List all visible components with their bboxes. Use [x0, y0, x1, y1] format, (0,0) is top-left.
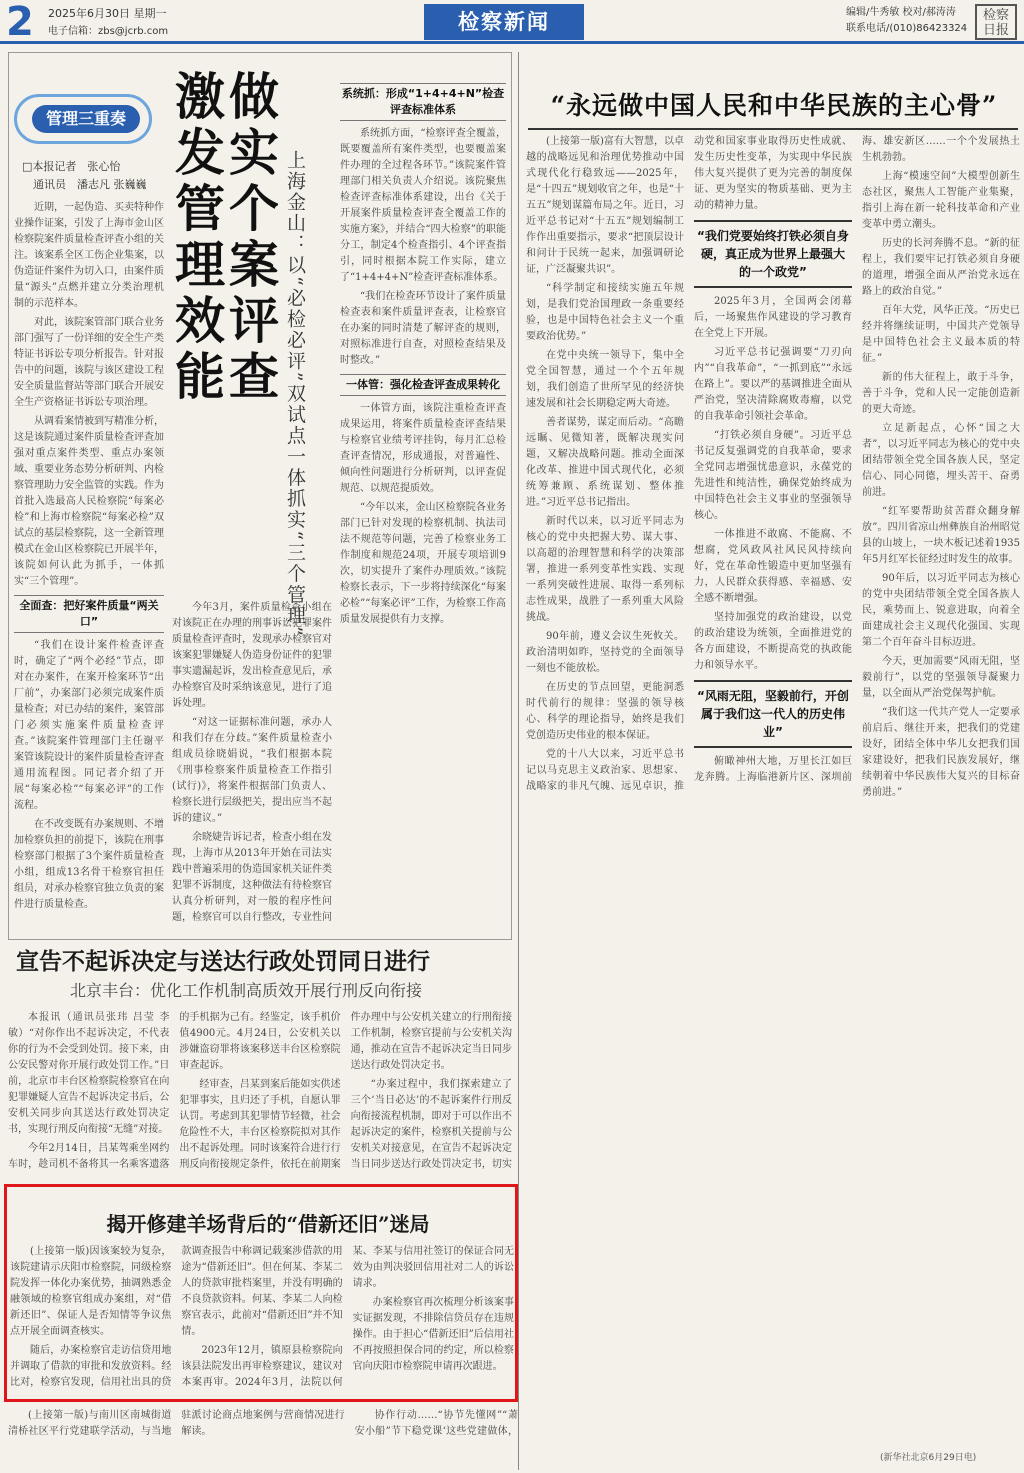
- right-paragraph: 今天，更加需要“风雨无阻，坚毅前行”，以党的坚强领导凝聚力量，以全面从严治党保驾护航。: [862, 656, 1020, 699]
- lead-paragraph: “我们在设计案件检查评查时，确定了“两个必经”节点，即对在办案件，在案开检案环节“出厂前”，办案部门必须完成案件质量检查；对已办结的案件，案管部门必须实施案件质量检查评查。”该院案件管理部门主任谢平案管该院设计的案件质量检查评查通用流程图。同记者介绍了开展“每案必检”“每案必评”的工作流程。: [14, 640, 164, 811]
- lead-paragraph: “对这一证据标准问题，承办人和我们存在分歧。”案件质量检查小组成员徐晓娟说，“我们根据本院《刑事检察案件质量检查工作指引(试行)》，将案件根据部门负责人、检察长进行层级把关，提出应当不起诉的建议。”: [172, 717, 332, 824]
- right-paragraph: 新时代以来，以习近平同志为核心的党中央把握大势、谋大事、以高超的治理智慧和科学的决策部署，推进一系列变革性实践、实现一系列突破性进展、取得一系列标志性成果，战胜了一系列重大风险挑战。: [526, 516, 684, 623]
- issue-email: 电子信箱：zbs@jcrb.com: [48, 26, 169, 37]
- pull-quote: “风雨无阻，坚毅前行，开创属于我们这一代人的历史伟业”: [694, 680, 852, 748]
- right-paragraph: 一体推进不敢腐、不能腐、不想腐，党风政风社风民风持续向好，党在革命性锻造中更加坚强有力，人民群众获得感、幸福感、安全感不断增强。: [694, 529, 852, 604]
- lead-subhead: 全面查：把好案件质量“两关口”: [14, 595, 164, 633]
- middle-paragraph: 本报讯（通讯员张玮 吕莹 李敏）“对你作出不起诉决定，不代表你的行为不会受到处罚。接下来，由公安民警对你开展行政处罚工作。”日前，北京市丰台区检察院检察官在向犯罪嫌疑人宣告不起诉决定书后，公安机关同步向其送达行政处罚决定书，实现行刑反向衔接“无缝”对接。: [8, 1012, 170, 1135]
- middle-subtitle: 北京丰台：优化工作机制高质效开展行刑反向衔接: [70, 981, 423, 1000]
- wire-credit: (新华社北京6月29日电): [880, 1453, 977, 1463]
- right-headline: “永远做中国人民和中华民族的主心骨”: [550, 91, 998, 120]
- correspondent-names: 潘志凡 张巍巍: [77, 178, 147, 191]
- right-paragraph: 坚持加强党的政治建设，以党的政治建设为统领，全面推进党的各方面建设，不断提高党的执政能力和领导水平。: [694, 612, 852, 671]
- right-paragraph: [526, 134, 684, 278]
- editor-info: [846, 5, 967, 37]
- lower-text: 与南川区南城街道清桥社区平行党建联学活动，与当地驻派讨论商点地案例与营商情况进行解读。: [8, 1410, 345, 1437]
- bottom-paragraph: (上接第一版)因该案较为复杂，该院建请示庆阳市检察院，同级检察院发挥一体化办案优势，抽调熟悉金融领域的检察官组成办案组，对“借新还旧”、保证人是否知情等争议焦点开展全面调查核实。: [10, 1246, 172, 1337]
- middle-paragraph: “办案过程中，我们探索建立了三个‘当日必达’的不起诉案件行刑反向衔接流程机制，即对于可以作出不起诉决定的案件，检察机关提前与公安机关对接意见，在宣告不起诉决定当日同步送达行政处罚决定书，切实: [350, 1079, 512, 1170]
- lead-paragraph: “今年以来，金山区检察院各业务部门已针对发现的检察机制、执法司法不规范等问题，完善了检察业务工作制度和规范24项，开展专项培训9次，切实提升了案件办理质效。”该院检察长表示，下一步将持续深化“每案必检”“每案必评”工作，为检察工作高质量发展提供有力支撑。: [340, 502, 506, 625]
- lower-body: [8, 1408, 518, 1470]
- right-paragraph: 俯瞰神州大地，万里长江如巨龙奔腾。上海临港新片区、深圳前海、雄安新区……一个个发展热土生机勃勃。: [694, 136, 1020, 783]
- bottom-paragraph: 2023年12月，镇原县检察院向该县法院发出再审检察建议，建议对本案再审。2024年3月，法院以何某、李某与信用社签订的保证合同无效为由判决驳回信用社对二人的诉讼请求。: [181, 1246, 514, 1388]
- right-paragraph: “我们这一代共产党人一定要承前启后、继往开来，把我们的党建设好，团结全体中华儿女把我们国家建设好，把我们民族发展好，继续朝着中华民族伟大复兴的目标奋勇前进。”: [862, 707, 1020, 798]
- middle-paragraph: 经审查，吕某到案后能如实供述犯罪事实，且归还了手机，自愿认罪认罚。考虑到其犯罪情节轻微，社会危险性不大，丰台区检察院拟对其作出不起诉处理。同时该案符合进行行刑反向衔接规定条件，依托在前期案件办理中与公安机关建立的行刑衔接工作机制，检察官提前与公安机关沟通，推动在宣告不起诉决定当日同步送达行政处罚决定书。: [179, 1012, 512, 1170]
- reporter-label: 本报记者: [32, 160, 77, 173]
- lower-paragraph: [8, 1408, 345, 1470]
- lead-paragraph: 系统抓方面，“检察评查全覆盖，既要覆盖所有案件类型，也要覆盖案件办理的全过程各环节。”该院案件管理部门相关负责人介绍说。该院聚焦检查评查标准体系建设，出台《关于开展案件质量检查评查全覆盖工作的实施方案》，并结合“四大检察”的职能分工，制定4个检查指引、4个评查指引，同时根据本院工作实际，建立了“1+4+4+N”检查评查标准体系。: [340, 128, 506, 283]
- bottom-paragraph: 随后，办案检察官走访信贷用地并调取了借款的审批和发放资料。经比对，检察官发现，信用社出具的贷款调查报告中称调记载案涉借款的用途为“借新还旧”。但在何某、李某二人的贷款审批档案里，并没有明确的不良贷款资料。何某、李某二人向检察官表示，此前对“借新还旧”并不知情。: [10, 1246, 343, 1388]
- right-paragraph: “红军要帮助贫苦群众翻身解放”。四川省凉山州彝族自治州昭觉县的山坡上，一块木板记述着1935年5月红军长征经过时发生的故事。: [862, 506, 1020, 565]
- lead-paragraph: “我们在检查环节设计了案件质量检查表和案件质量评查表，让检察官在办案的同时清楚了解评查的规则，对照标准进行自查，对照检查结果及时整改。”: [340, 291, 506, 366]
- lead-body-middle: [172, 600, 332, 930]
- right-paragraph: 新的伟大征程上，敢于斗争，善于斗争，党和人民一定能创造新的更大奇迹。: [862, 372, 1020, 415]
- bottom-paragraph: 办案检察官再次梳理分析该案事实证据发现，不排除信贷员存在违规操作。由于担心“借新还旧”后信用社不再按照担保合同的约定，所以检察官向庆阳市检察院申请再次跟进。: [352, 1297, 514, 1372]
- reporter-names: 张心怡: [87, 160, 121, 173]
- right-paragraph: “打铁必须自身硬”。习近平总书记反复强调党的自我革命，要求全党同志增强忧患意识，永葆党的先进性和纯洁性，确保党始终成为中国特色社会主义事业的坚强领导核心。: [694, 430, 852, 521]
- page-number: 2: [6, 0, 34, 45]
- right-lead-text: 富有大智慧，以卓越的战略远见和治理优势推动中国式现代化行稳致远——2025年，是“十四五”规划收官之年，也是“十五五”规划谋篇布局之年。近日，习近平总书记对“十五五”规划编制工作作出重要指示，要求“把顶层设计和问计于民统一起来，加强调研论证，广泛凝聚共识”。: [526, 136, 684, 275]
- lead-body-right: [340, 78, 506, 930]
- middle-body: [8, 1010, 512, 1178]
- pull-quote: “我们党要始终打铁必须自身硬，真正成为世界上最强大的一个政党”: [694, 220, 852, 288]
- column-divider: [518, 52, 519, 1470]
- lead-title-line-2: 激发管理效能: [167, 70, 226, 406]
- masthead: [0, 0, 1024, 44]
- lead-subhead: 一体管：强化检查评查成果转化: [340, 374, 506, 396]
- editors: 编辑/牛秀敏 校对/郝涛涛: [846, 7, 956, 18]
- right-paragraph: 习近平总书记强调要“刀刃向内”“自我革命”，“一抓到底”“永远在路上”。要以严的基调推进全面从严治党，坚决清除腐败毒瘤，以党的自我革命引领社会革命。: [694, 347, 852, 422]
- column-name: 管理三重奏: [32, 105, 140, 133]
- middle-paragraph: 今年2月14日，吕某驾乘坐网约车时，趁司机不备将其一名乘客遗落的手机据为己有。经鉴定，该手机价值4900元。4月24日，公安机关以涉嫌盗窃罪将该案移送丰台区检察院审查起诉。: [8, 1012, 341, 1170]
- middle-title: 宣告不起诉决定与送达行政处罚同日进行: [16, 948, 430, 975]
- right-paragraph: 90年后，以习近平同志为核心的党中央团结带领全党全国各族人民，乘势而上、锐意进取，向着全面建成社会主义现代化强国、实现第二个百年奋斗目标迈进。: [862, 573, 1020, 648]
- lead-body-left: [14, 200, 164, 930]
- lead-paragraph: 在不改变既有办案规则、不增加检察负担的前提下，该院在刑事检察部门根据了3个案件质量检查小组，组成13名骨干检察官担任组员，对承办检察官独立负责的案件进行质量检查。: [14, 819, 164, 910]
- right-lead-tag: (上接第一版): [546, 136, 604, 147]
- lead-title-line-1: 做实个案评查: [221, 70, 280, 406]
- newspaper-logo: 检察日报: [975, 4, 1017, 40]
- right-paragraph: 百年大党，风华正茂。“历史已经并将继续证明，中国共产党领导是中国特色社会主义最本质的特征。”: [862, 305, 1020, 364]
- lower-tag: (上接第一版): [28, 1410, 89, 1421]
- contact-phone: 联系电话/(010)86423324: [846, 23, 968, 34]
- lead-paragraph: 今年3月，案件质量检查小组在对该院正在办理的刑事诉讼犯罪案件质量检查评查时，发现承办检察官对该案犯罪嫌疑人伪造身份证件的犯罪事实遗漏起诉，发出检查意见后，承办检察官及时采纳该意见，进行了追诉处理。: [172, 602, 332, 709]
- lead-paragraph: 对此，该院案管部门联合业务部门强写了一份详细的安全生产类特证书诉讼专项分析报告。针对报告中的问题，该院与该区建设工程安全质量监督站等部门联合开展安全生产资格证书诉讼专项治理。: [14, 317, 164, 408]
- lead-paragraph: 近期，一起伪造、买卖特种作业操作证案，引发了上海市金山区检察院案件质量检查评查小组的关注。该案系全区工伤企业集案，以伪造证件案件为切入口，由案件质量“源头”点燃并建立分类治理机制的示范样本。: [14, 202, 164, 309]
- right-paragraph: 在党中央统一领导下，集中全党全国智慧，通过一个个五年规划，我们创造了世所罕见的经济快速发展和社会长期稳定两大奇迹。: [526, 350, 684, 409]
- headline-rule: [528, 128, 1018, 130]
- right-paragraph: 在历史的节点回望，更能洞悉时代前行的规律：坚强的领导核心、科学的理论指导，始终是我们党创造历史伟业的根本保证。: [526, 682, 684, 741]
- lead-paragraph: 余晓婕告诉记者，检查小组在发现，上海市从2013年开始在司法实践中普遍采用的伪造国家机关证件类犯罪不诉制度，这种做法有待检察官认真分析研判，对一般的程序性问题，检察官可以自行整改，专业性问: [172, 832, 332, 923]
- right-paragraph: 善者谋势，谋定而后动。“高瞻远瞩、见微知著，既解决现实问题，又解决战略问题。推动全面深化改革、推进中国式现代化，必须统筹兼顾、系统谋划、整体推进。”习近平总书记指出。: [526, 417, 684, 508]
- right-paragraph: 立足新起点，心怀“国之大者”，以习近平同志为核心的党中央团结带领全党全国各族人民，坚定信心、同心同德，埋头苦干、奋勇前进。: [862, 423, 1020, 498]
- issue-date: 2025年6月30日 星期一: [48, 7, 167, 20]
- right-paragraph: 历史的长河奔腾不息。“新的征程上，我们要牢记打铁必须自身硬的道理，增强全面从严治党永远在路上的政治自觉。”: [862, 238, 1020, 297]
- correspondent-label: 通讯员: [33, 178, 66, 191]
- byline: □本报记者 张心怡 通讯员 潘志凡 张巍巍: [22, 160, 147, 191]
- right-paragraph: 党的十八大以来，习近平总书记以马克思主义政治家、思想家、战略家的非凡气魄、远见卓识，推动党和国家事业取得历史性成就、发生历史性变革，为实现中华民族伟大复兴提供了更为完善的制度保证、更为坚实的物质基础、更为主动的精神力量。: [526, 136, 852, 792]
- lead-subtitle: 上海金山：以“必检必评”双试点一体抓实“三个管理”: [284, 150, 306, 638]
- right-paragraph: 90年前，遵义会议生死攸关。政治清明如昨，坚持党的全面领导一刻也不能放松。: [526, 631, 684, 674]
- right-paragraph: “科学制定和接续实施五年规划，是我们党治国理政一条重要经验，也是中国特色社会主义一个重要政治优势。”: [526, 283, 684, 342]
- lower-paragraph: 协作行动……“协节先懂网”“萧安小船”节下稳党课‘这些党建做体，: [354, 1410, 518, 1437]
- right-paragraph: 2025年3月，全国两会闭幕后，一场聚焦作风建设的学习教育在全党上下开展。: [694, 296, 852, 339]
- lead-subhead: 系统抓：形成“1+4+4+N”检查评查标准体系: [340, 83, 506, 121]
- section-banner: 检察新闻: [424, 4, 584, 40]
- bottom-body: [10, 1244, 514, 1398]
- column-badge: [14, 94, 152, 144]
- right-body: [526, 134, 1020, 1444]
- bottom-title: 揭开修建羊场背后的“借新还旧”迷局: [106, 1212, 430, 1236]
- right-paragraph: 上海“模速空间”大模型创新生态社区，聚焦人工智能产业集聚，指引上海在新一轮科技革命和产业变革中勇立潮头。: [862, 171, 1020, 230]
- lead-paragraph: 从调看案情被到写精准分析，这是该院通过案件质量检查评查加强对重点案件类型、重点办案领域、重要业务态势分析研判、内检察管理助力安全监管的实践。作为首批入选最高人民检察院“每案必检”和上海市检察院“每案必检”双试点的基层检察院，这一全新管理模式在金山区检察院已开展半年，该院如何认此为抓手，一体抓实“三个管理”。: [14, 416, 164, 587]
- lead-paragraph: 一体管方面，该院注重检查评查成果运用，将案件质量检查评查结果与检察官业绩考评挂钩，每月汇总检查评查情况，形成通报，对普遍性、倾向性问题进行分析研判，以评查促规范、以规范提质效。: [340, 403, 506, 494]
